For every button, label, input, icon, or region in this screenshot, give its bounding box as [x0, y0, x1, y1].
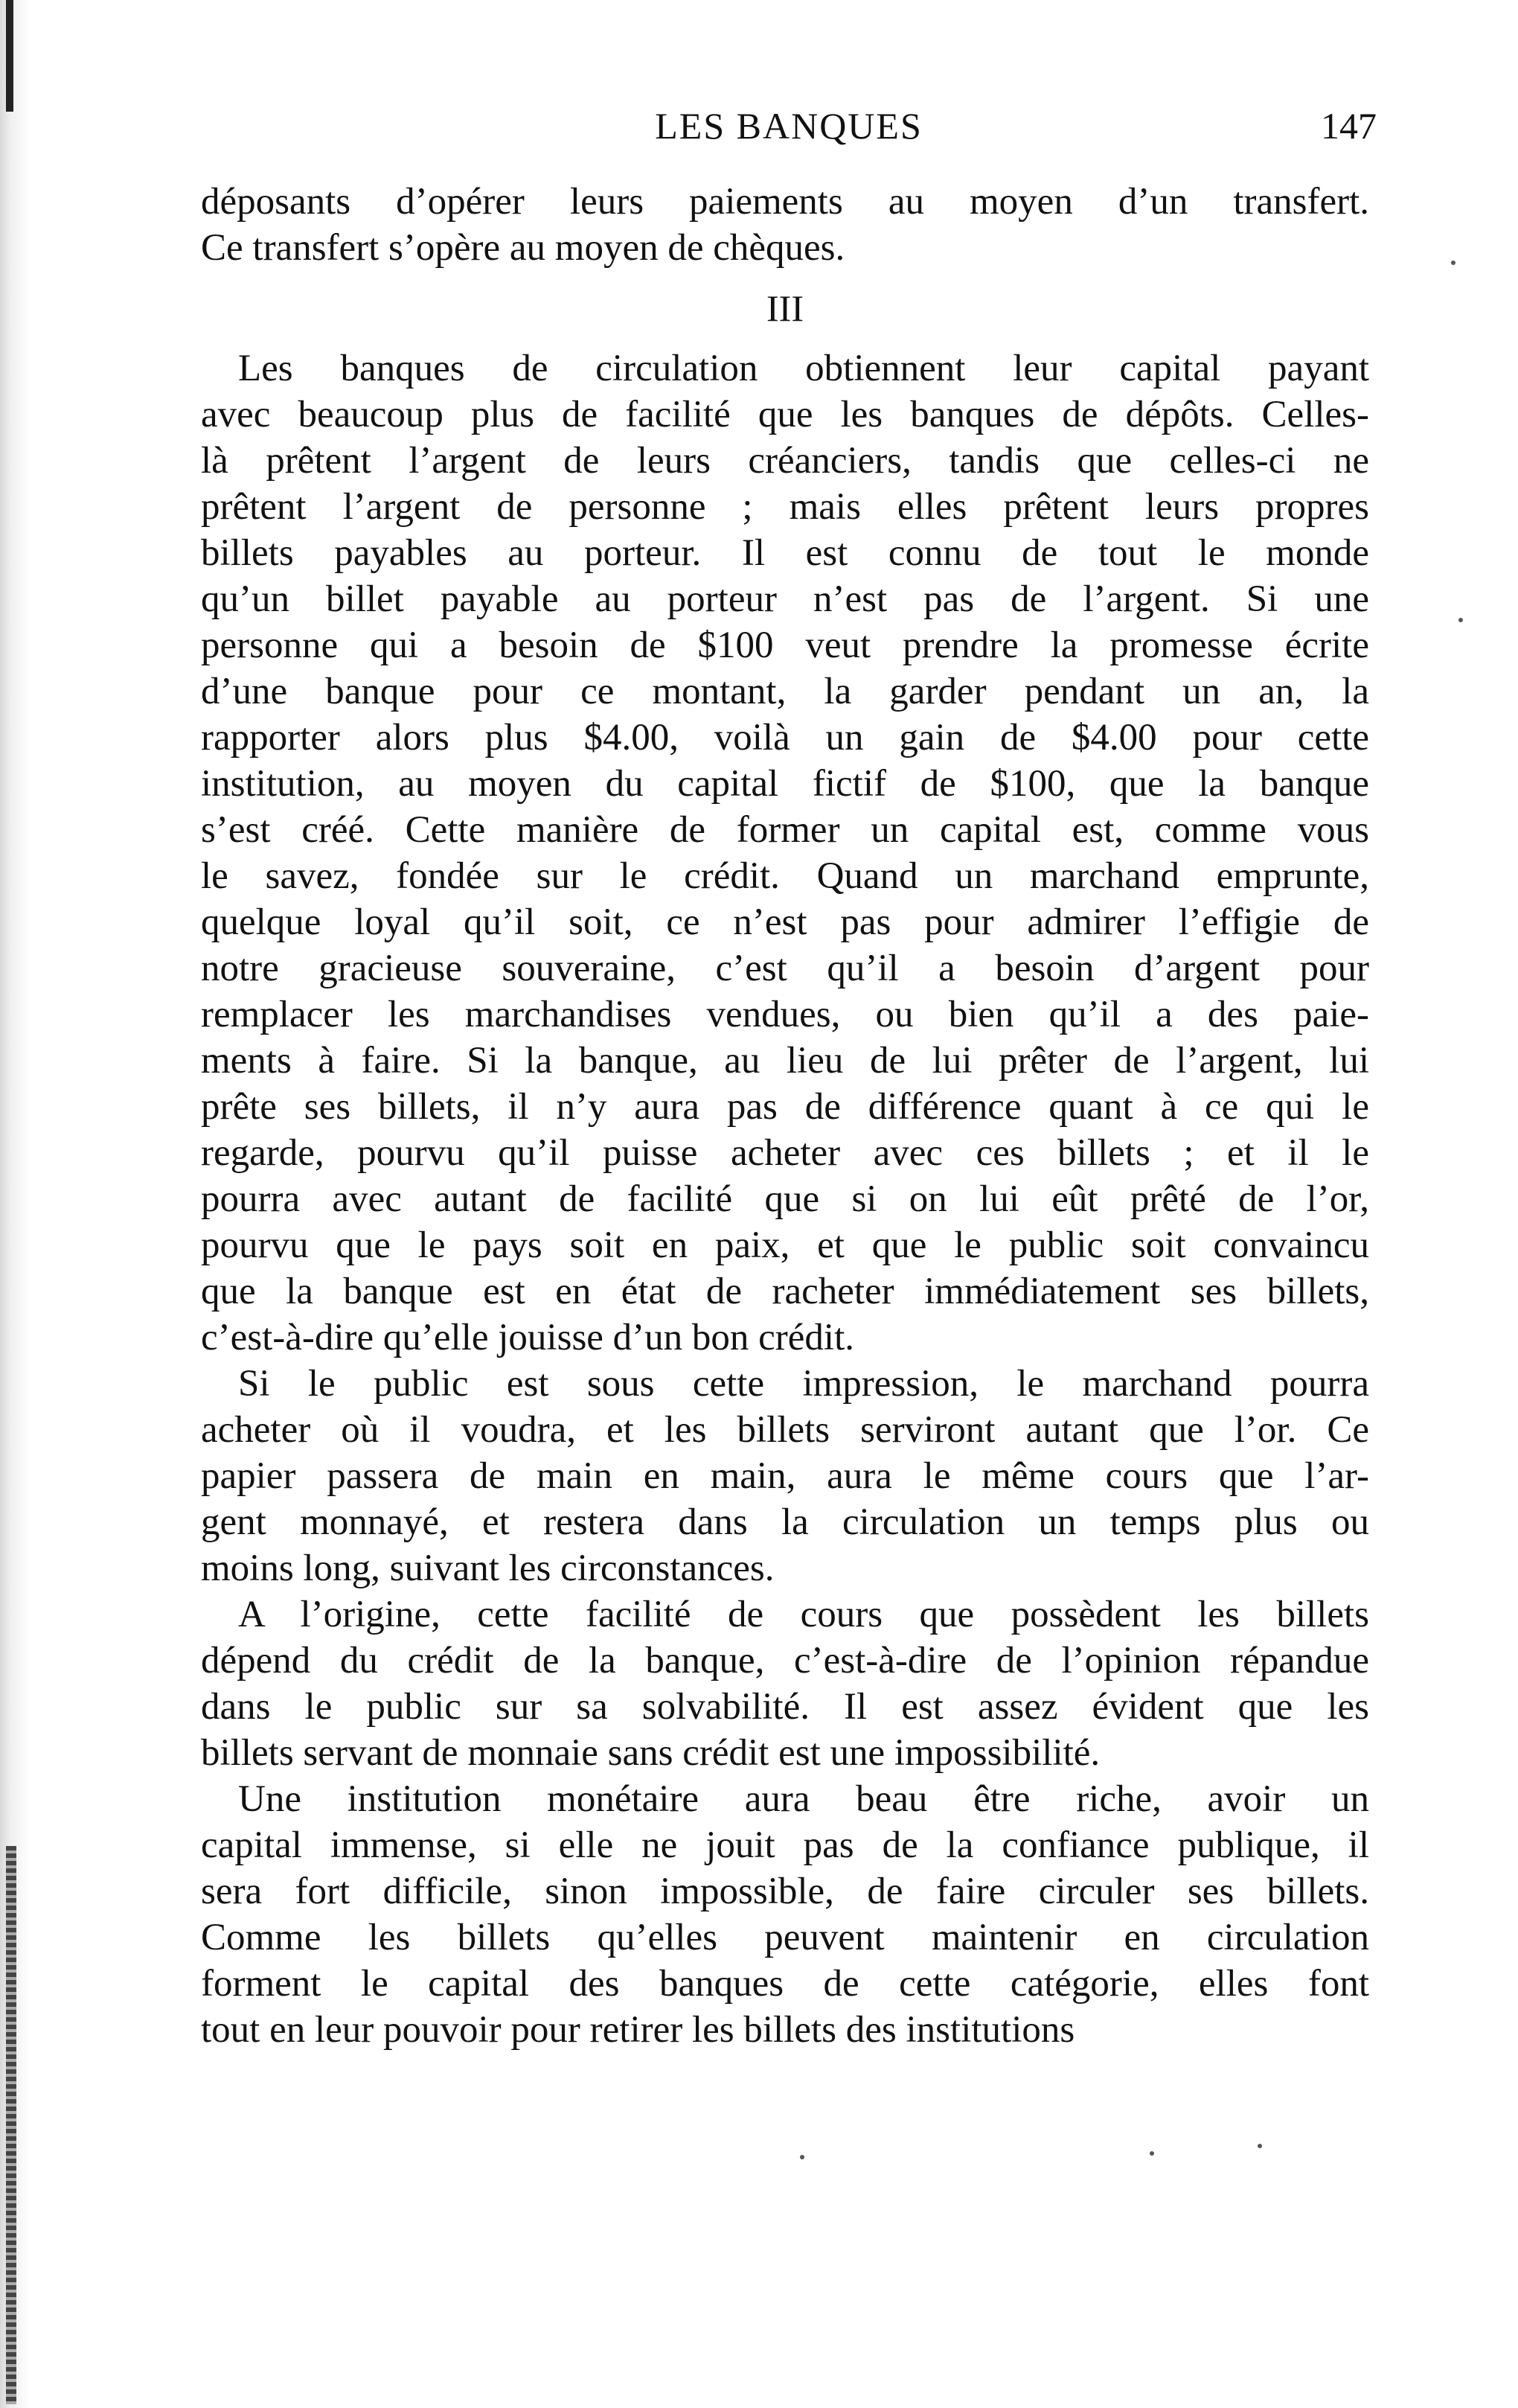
- text-line: pourvu que le pays soit en paix, et que le public soit convaincu: [201, 1224, 1369, 1266]
- text-line: sera fort difficile, sinon impossible, de faire circuler ses billets.: [201, 1871, 1369, 1912]
- scan-speck: [800, 2155, 804, 2159]
- text-line: ments à faire. Si la banque, au lieu de lui prêter de l’argent, lui: [201, 1040, 1369, 1082]
- text-line: que la banque est en état de racheter immédiatement ses billets,: [201, 1271, 1369, 1312]
- scan-speck: [1458, 618, 1463, 622]
- text-line: c’est-à-dire qu’elle jouisse d’un bon crédit.: [201, 1317, 855, 1358]
- text-line: Les banques de circulation obtiennent leur capital payant: [238, 348, 1369, 389]
- text-line: qu’un billet payable au porteur n’est pas de l’argent. Si une: [201, 578, 1369, 620]
- text-line: acheter où il voudra, et les billets serviront autant que l’or. Ce: [201, 1409, 1369, 1451]
- text-line: moins long, suivant les circonstances.: [201, 1548, 775, 1589]
- text-line: s’est créé. Cette manière de former un capital est, comme vous: [201, 809, 1369, 851]
- text-line: gent monnayé, et restera dans la circulation un temps plus ou: [201, 1501, 1369, 1543]
- text-line: le savez, fondée sur le crédit. Quand un marchand emprunte,: [201, 855, 1369, 897]
- scan-speck: [1451, 261, 1455, 265]
- text-line: billets payables au porteur. Il est connu de tout le monde: [201, 532, 1369, 574]
- page-number: 147: [1321, 105, 1377, 147]
- text-line: regarde, pourvu qu’il puisse acheter avec ces billets ; et il le: [201, 1132, 1369, 1174]
- text-line: rapporter alors plus $4.00, voilà un gain de $4.00 pour cette: [201, 717, 1369, 759]
- text-line: remplacer les marchandises vendues, ou bien qu’il a des paie-: [201, 994, 1369, 1035]
- text-line: Comme les billets qu’elles peuvent maintenir en circulation: [201, 1917, 1369, 1958]
- running-head: [201, 104, 1377, 156]
- scan-speck: [1150, 2151, 1154, 2156]
- text-line: capital immense, si elle ne jouit pas de la confiance publique, il: [201, 1824, 1369, 1866]
- text-line: d’une banque pour ce montant, la garder pendant un an, la: [201, 671, 1369, 712]
- text-line: déposants d’opérer leurs paiements au moyen d’un transfert.: [201, 181, 1369, 223]
- text-line: là prêtent l’argent de leurs créanciers, tandis que celles-ci ne: [201, 440, 1369, 482]
- text-line: billets servant de monnaie sans crédit est une impossibilité.: [201, 1732, 1101, 1774]
- text-line: dépend du crédit de la banque, c’est-à-dire de l’opinion répandue: [201, 1640, 1369, 1682]
- text-line: avec beaucoup plus de facilité que les banques de dépôts. Celles-: [201, 394, 1369, 435]
- paragraphs: [201, 345, 1369, 2053]
- text-line: institution, au moyen du capital fictif de $100, que la banque: [201, 763, 1369, 805]
- text-line: prêtent l’argent de personne ; mais elles prêtent leurs propres: [201, 486, 1369, 528]
- section-heading: III: [766, 287, 804, 329]
- scan-speck: [1258, 2144, 1262, 2148]
- text-line: pourra avec autant de facilité que si on lui eût prêté de l’or,: [201, 1178, 1369, 1220]
- text-line: tout en leur pouvoir pour retirer les billets des institutions: [201, 2009, 1075, 2051]
- text-line: quelque loyal qu’il soit, ce n’est pas pour admirer l’effigie de: [201, 901, 1369, 943]
- text-line: personne qui a besoin de $100 veut prendre la promesse écrite: [201, 625, 1369, 666]
- text-line: forment le capital des banques de cette catégorie, elles font: [201, 1963, 1369, 2005]
- text-line: Ce transfert s’opère au moyen de chèques.: [201, 227, 845, 269]
- running-title: LES BANQUES: [655, 105, 923, 147]
- text-line: dans le public sur sa solvabilité. Il est assez évident que les: [201, 1686, 1369, 1728]
- text-line: papier passera de main en main, aura le même cours que l’ar-: [201, 1455, 1369, 1497]
- text-block: [201, 179, 1369, 2053]
- binding-mark: [6, 0, 13, 112]
- text-line: notre gracieuse souveraine, c’est qu’il a besoin d’argent pour: [201, 948, 1369, 989]
- text-line: Si le public est sous cette impression, le marchand pourra: [238, 1363, 1369, 1405]
- text-line: Une institution monétaire aura beau être riche, avoir un: [238, 1778, 1369, 1820]
- binding-mark: [6, 1846, 16, 2404]
- text-line: A l’origine, cette facilité de cours que possèdent les billets: [238, 1594, 1369, 1635]
- text-line: prête ses billets, il n’y aura pas de différence quant à ce qui le: [201, 1086, 1369, 1128]
- binding-edge: [0, 0, 112, 2408]
